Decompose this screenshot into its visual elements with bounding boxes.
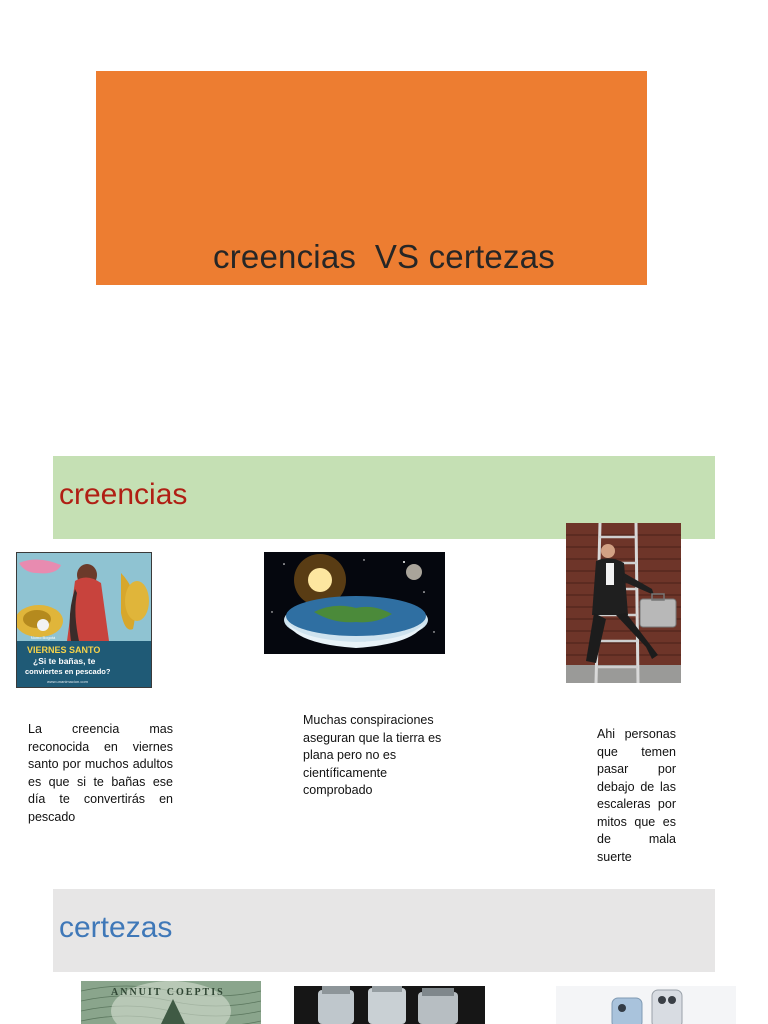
- creencias-heading: creencias: [59, 478, 188, 511]
- logo-text: Nomo Bogotá: [30, 635, 56, 640]
- ladder-image: [566, 523, 681, 683]
- vials-image: [294, 986, 485, 1024]
- vials-illustration: [294, 986, 485, 1024]
- ladder-text: Ahi personas que temen pasar por debajo de las escaleras por mitos que es de mala suerte: [597, 727, 676, 864]
- poster-line-2: conviertes en pescado?: [25, 667, 111, 676]
- phones-image: [556, 986, 736, 1024]
- certezas-header-band: [53, 889, 715, 972]
- certezas-heading: certezas: [59, 911, 173, 944]
- viernes-santo-text: La creencia mas reconocida en viernes santo por muchos adultos es que si te bañas ese día te convertirás en pescado: [28, 722, 173, 824]
- dollar-bill-image: [81, 981, 261, 1024]
- flat-earth-text: Muchas conspiraciones aseguran que la tierra es plana pero no es científicamente comprobado: [303, 713, 442, 797]
- page-title: creencias VS certezas: [213, 238, 555, 275]
- poster-line-1: ¿Si te bañas, te: [33, 656, 96, 666]
- dollar-bill-illustration: [81, 981, 261, 1024]
- viernes-santo-image: [16, 552, 152, 688]
- viernes-santo-illustration: [17, 553, 151, 687]
- flat-earth-illustration: [264, 552, 445, 654]
- poster-title: VIERNES SANTO: [27, 645, 101, 655]
- flat-earth-image: [264, 552, 445, 654]
- banknote-text: ANNUIT COEPTIS: [111, 987, 225, 998]
- phones-illustration: [556, 986, 736, 1024]
- poster-credit: www.unanimacion.com: [47, 679, 88, 684]
- ladder-illustration: [566, 523, 681, 683]
